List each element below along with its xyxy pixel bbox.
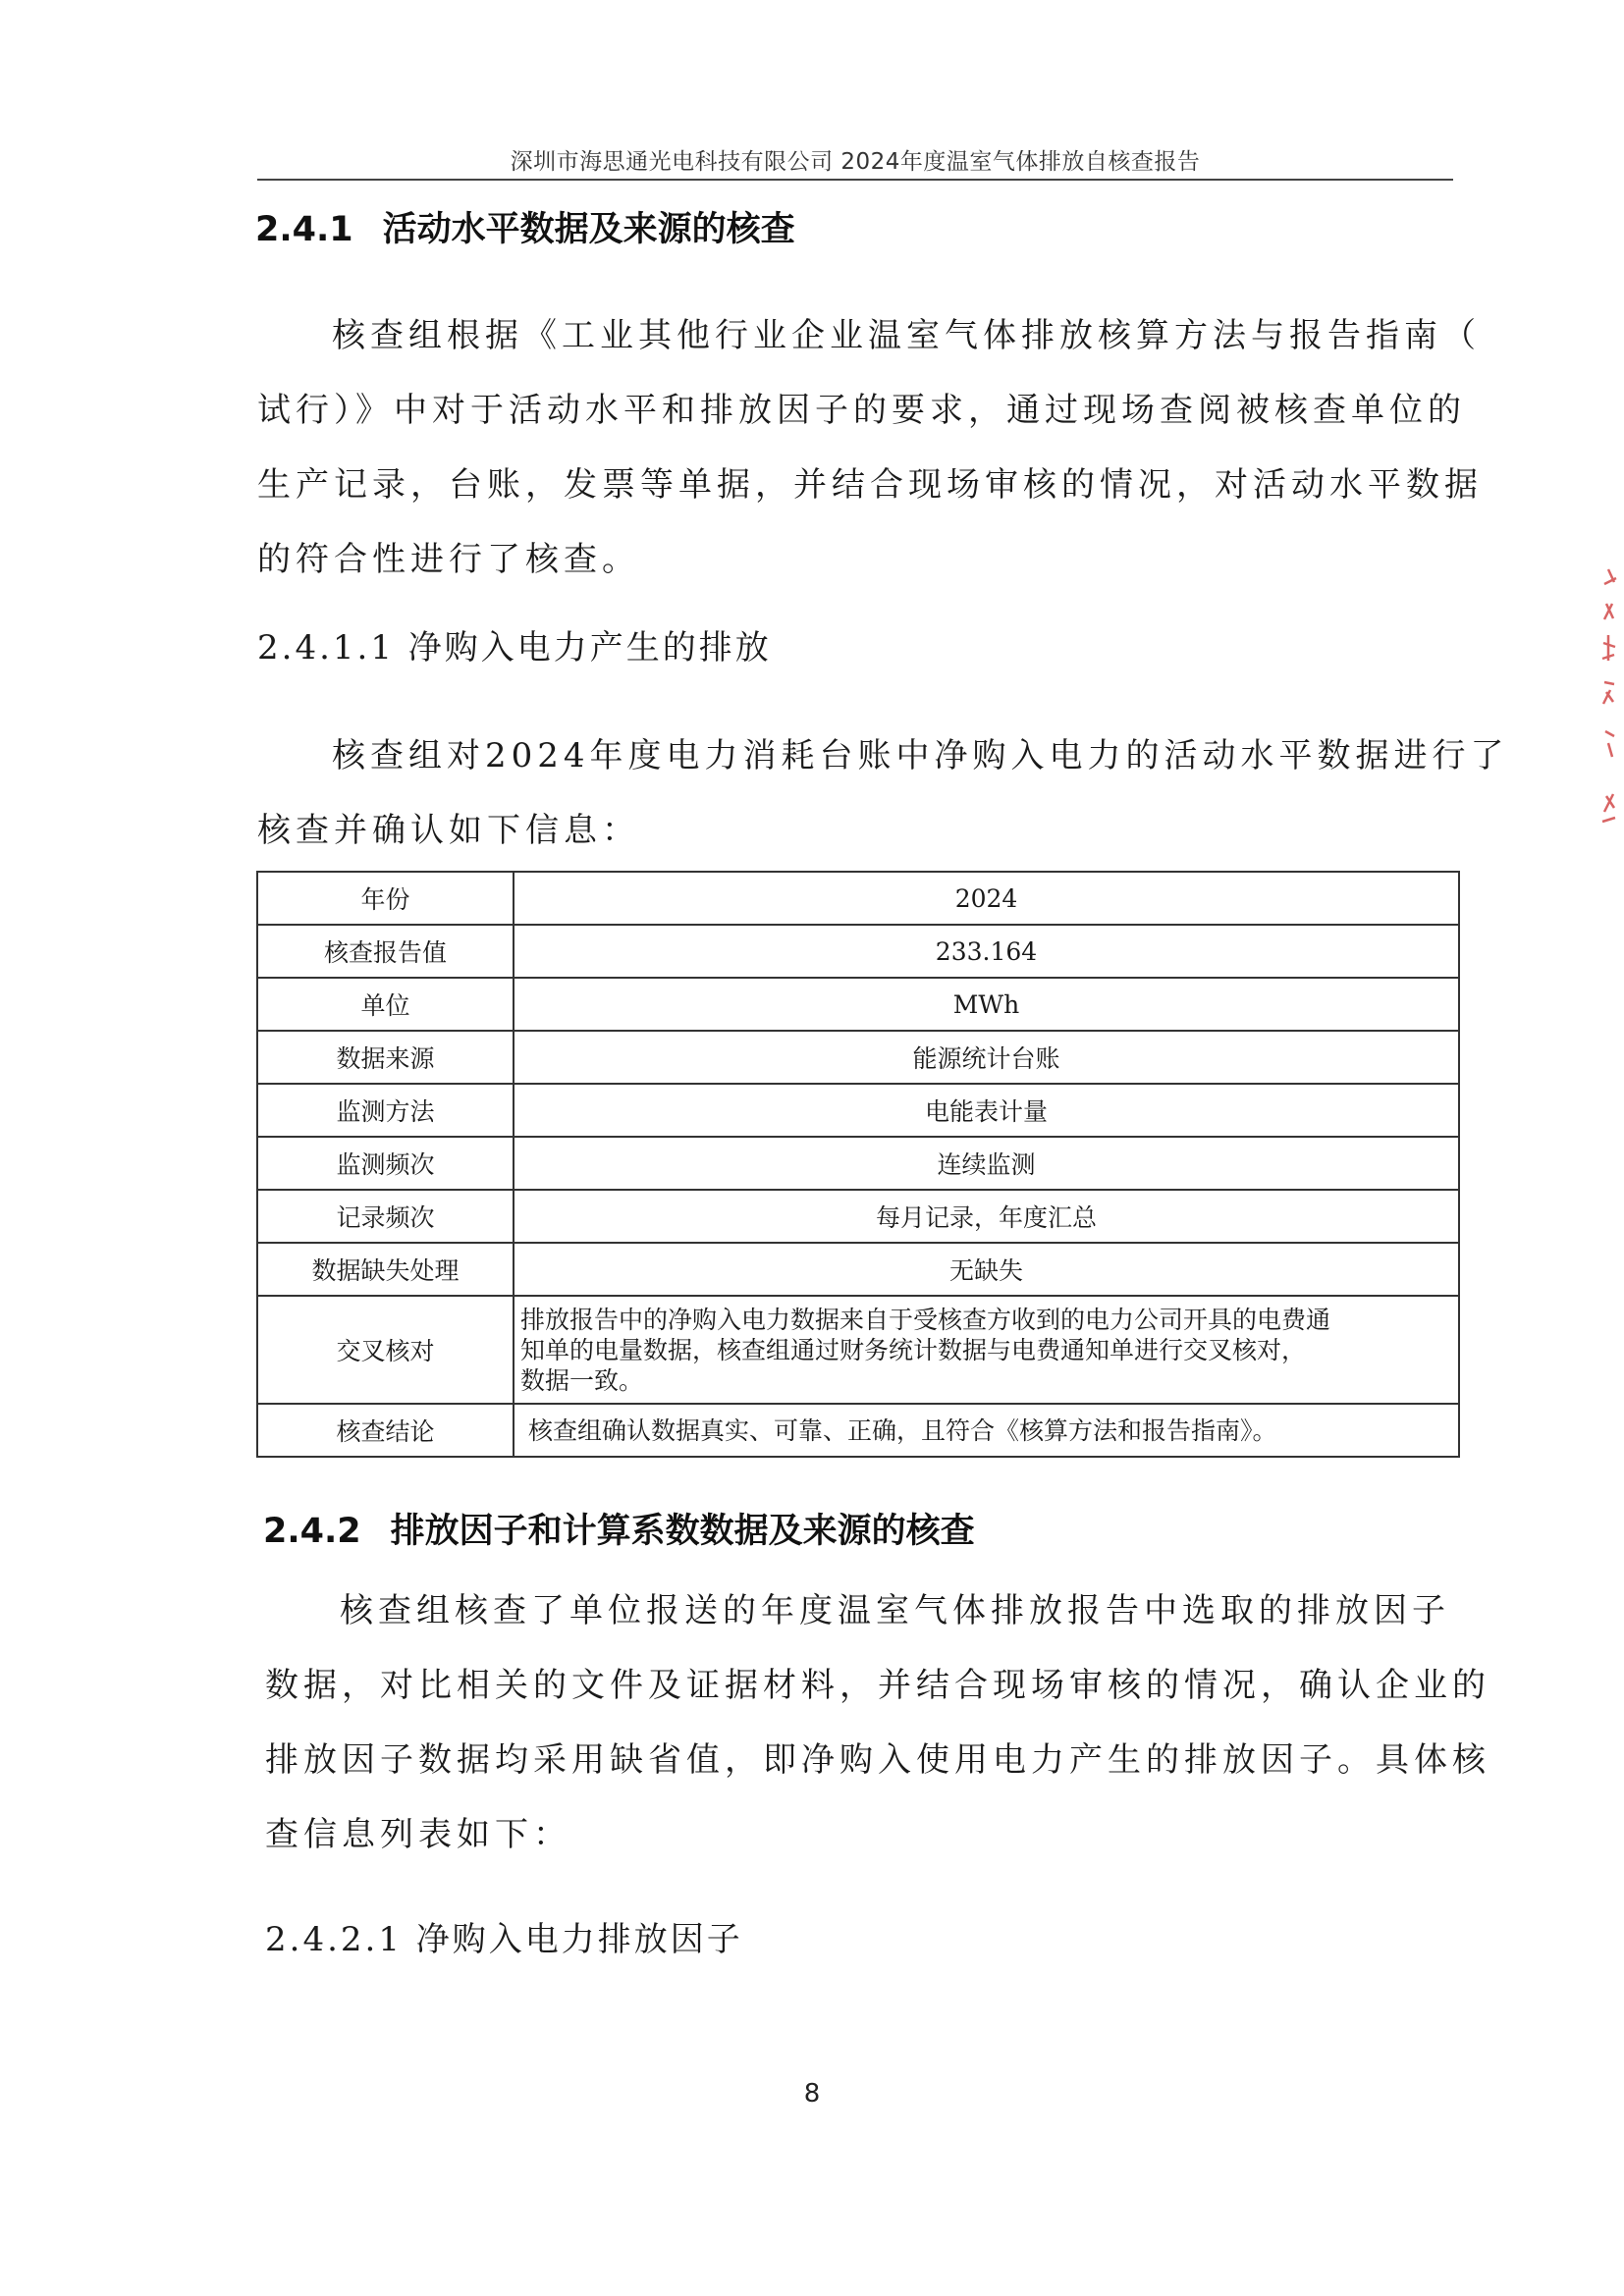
table-row <box>257 872 1459 925</box>
row-value: 无缺失 <box>514 1243 1459 1296</box>
row-label: 监测方法 <box>257 1084 514 1137</box>
row-value: 连续监测 <box>514 1137 1459 1190</box>
paragraph-2411 <box>257 719 1509 868</box>
section-heading-242 <box>263 1504 975 1553</box>
section-title-241: 活动水平数据及来源的核查 <box>382 210 795 249</box>
subsection-title-2421: 2.4.2.1 净购入电力排放因子 <box>265 1920 743 1959</box>
row-label: 监测频次 <box>257 1137 514 1190</box>
table-row <box>257 1031 1459 1084</box>
paragraph-line: 查信息列表如下： <box>265 1815 571 1854</box>
cross-check-line: 数据一致。 <box>520 1365 644 1395</box>
activity-data-table <box>256 871 1460 1458</box>
seal-stamp-fragment <box>1598 564 1620 839</box>
paragraph-line: 核查组对2024年度电力消耗台账中净购入电力的活动水平数据进行了 <box>332 736 1509 775</box>
section-title-242: 排放因子和计算系数数据及来源的核查 <box>390 1512 975 1551</box>
paragraph-line: 核查组核查了单位报送的年度温室气体排放报告中选取的排放因子 <box>340 1591 1450 1630</box>
paragraph-line: 排放因子数据均采用缺省值，即净购入使用电力产生的排放因子。具体核 <box>265 1740 1490 1780</box>
row-label: 单位 <box>257 978 514 1031</box>
row-value: 2024 <box>514 872 1459 925</box>
table-row <box>257 1190 1459 1243</box>
row-value: 电能表计量 <box>514 1084 1459 1137</box>
cross-check-line: 知单的电量数据，核查组通过财务统计数据与电费通知单进行交叉核对， <box>520 1335 1307 1364</box>
cross-check-line: 排放报告中的净购入电力数据来自于受核查方收到的电力公司开具的电费通 <box>520 1305 1331 1334</box>
paragraph-242 <box>265 1574 1490 1872</box>
header-rule <box>257 179 1453 181</box>
table-row <box>257 925 1459 978</box>
row-label: 交叉核对 <box>257 1296 514 1404</box>
row-value: 能源统计台账 <box>514 1031 1459 1084</box>
paragraph-line: 生产记录，台账，发票等单据，并结合现场审核的情况，对活动水平数据 <box>257 465 1483 505</box>
paragraph-line: 试行）》中对于活动水平和排放因子的要求，通过现场查阅被核查单位的 <box>257 391 1466 430</box>
paragraph-line: 核查组根据《工业其他行业企业温室气体排放核算方法与报告指南（ <box>332 316 1481 355</box>
table-row <box>257 1296 1459 1404</box>
paragraph-line: 的符合性进行了核查。 <box>257 540 640 579</box>
subsection-title-2411: 2.4.1.1 净购入电力产生的排放 <box>257 628 772 667</box>
row-label: 核查报告值 <box>257 925 514 978</box>
page-number: 8 <box>803 2079 821 2109</box>
paragraph-line: 核查并确认如下信息： <box>257 811 640 850</box>
table-row <box>257 1137 1459 1190</box>
paragraph-line: 数据，对比相关的文件及证据材料，并结合现场审核的情况，确认企业的 <box>265 1666 1490 1705</box>
table-row <box>257 1084 1459 1137</box>
table-row <box>257 1243 1459 1296</box>
table-row <box>257 1404 1459 1457</box>
section-heading-241 <box>255 202 795 251</box>
row-label: 数据缺失处理 <box>257 1243 514 1296</box>
row-value-cross-check <box>514 1296 1459 1404</box>
row-label: 记录频次 <box>257 1190 514 1243</box>
row-value: 每月记录，年度汇总 <box>514 1190 1459 1243</box>
report-header: 深圳市海思通光电科技有限公司 2024年度温室气体排放自核查报告 <box>510 149 1201 175</box>
row-label: 年份 <box>257 872 514 925</box>
row-label: 数据来源 <box>257 1031 514 1084</box>
table-row <box>257 978 1459 1031</box>
section-number-242: 2.4.2 <box>263 1512 361 1551</box>
row-value: 核查组确认数据真实、可靠、正确，且符合《核算方法和报告指南》。 <box>514 1404 1459 1457</box>
row-value: MWh <box>514 978 1459 1031</box>
row-label: 核查结论 <box>257 1404 514 1457</box>
row-value: 233.164 <box>514 925 1459 978</box>
paragraph-241 <box>257 298 1483 597</box>
section-number-241: 2.4.1 <box>255 210 353 249</box>
